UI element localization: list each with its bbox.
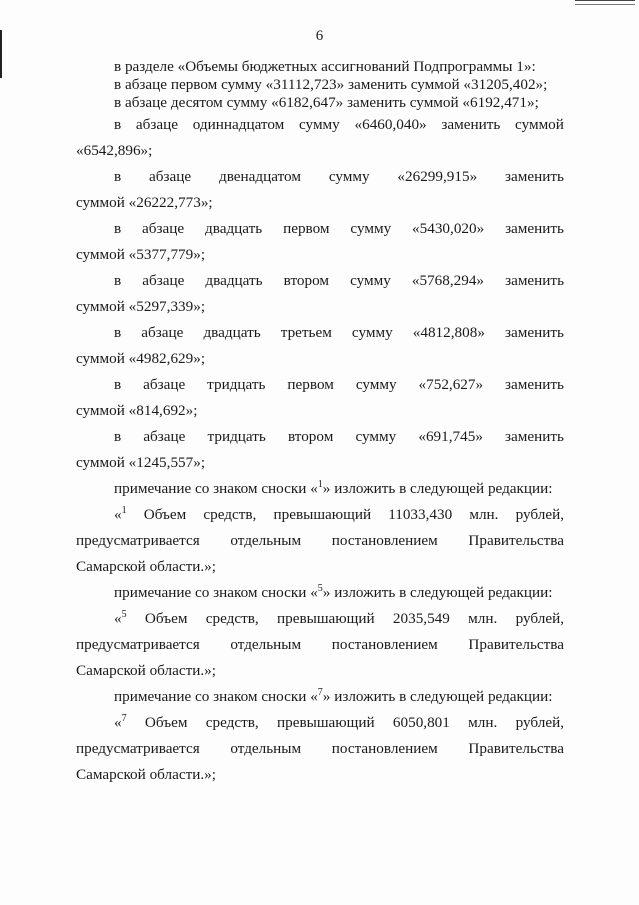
word: заменить — [505, 376, 564, 393]
word: третьем — [280, 324, 332, 341]
intro-text: » изложить в следующей редакции: — [322, 584, 553, 601]
word: абзаце — [141, 324, 184, 341]
amendment-continuation: суммой «1245,557»; — [76, 454, 206, 471]
word: Правительства — [468, 740, 564, 757]
word: средств, — [203, 506, 257, 523]
amendment-continuation: суммой «4982,629»; — [76, 350, 206, 367]
word: превышающий — [277, 610, 375, 627]
amendment-first-line — [76, 320, 564, 346]
amendment-first-line — [76, 164, 564, 190]
amendment-first-line — [76, 216, 564, 242]
word: постановлением — [331, 532, 438, 549]
word: абзаце — [149, 168, 192, 185]
word: абзаце — [142, 220, 185, 237]
word: средств, — [205, 714, 259, 731]
word: 6050,801 — [392, 714, 450, 731]
word: в — [114, 116, 122, 133]
amendment-continuation: суммой «26222,773»; — [76, 194, 213, 211]
word: рублей, — [515, 506, 564, 523]
word: заменить — [505, 168, 564, 185]
word: «752,627» — [418, 376, 484, 393]
word: двадцать — [205, 272, 263, 289]
word: двенадцатом — [218, 168, 301, 185]
footnote-mark: 7 — [317, 687, 323, 698]
amendment-list — [76, 112, 564, 476]
footnote-text-line: Самарской области.»; — [76, 558, 216, 575]
word: в — [114, 272, 122, 289]
intro-text: примечание со знаком сноски « — [114, 688, 318, 705]
word: « — [114, 714, 122, 731]
word: сумму — [299, 116, 340, 133]
footnote-note — [76, 476, 564, 580]
word: предусматривается — [76, 740, 200, 757]
word: сумму — [355, 376, 397, 393]
document-body — [76, 58, 564, 788]
word: «5430,020» — [412, 220, 485, 237]
word: рублей, — [515, 610, 564, 627]
word: отдельным — [230, 532, 302, 549]
word: сумму — [355, 428, 397, 445]
scan-corner-mark — [575, 0, 635, 5]
word: Объем — [144, 714, 188, 731]
word: Объем — [143, 506, 187, 523]
intro-text: » изложить в следующей редакции: — [322, 688, 553, 705]
quote-with-mark — [114, 502, 127, 528]
word: Правительства — [468, 532, 564, 549]
word: одиннадцатом — [192, 116, 285, 133]
footnote-text-line — [76, 528, 564, 554]
word: 11033,430 — [388, 506, 453, 523]
word: отдельным — [230, 740, 302, 757]
word: первом — [283, 220, 330, 237]
word: превышающий — [277, 714, 375, 731]
amendment-first-line — [76, 268, 564, 294]
intro-text: примечание со знаком сноски « — [114, 480, 318, 497]
amendment-item — [76, 164, 564, 216]
word: в — [114, 428, 122, 445]
text-line: в абзаце первом сумму «31112,723» заменить суммой «31205,402»; — [114, 76, 548, 93]
footnote-mark: 1 — [317, 479, 323, 490]
amendment-item — [76, 112, 564, 164]
word: Объем — [144, 610, 188, 627]
word: тридцать — [207, 376, 266, 393]
word: абзаце — [142, 272, 185, 289]
word: млн. — [469, 506, 499, 523]
word: абзаце — [143, 428, 186, 445]
amendment-item — [76, 216, 564, 268]
word: абзаце — [135, 116, 178, 133]
word: двадцать — [205, 220, 263, 237]
word: превышающий — [273, 506, 372, 523]
amendment-first-line — [76, 424, 564, 450]
footnote-text-line — [76, 502, 564, 528]
word: в — [114, 168, 122, 185]
footnote-mark: 7 — [121, 713, 127, 724]
word: сумму — [350, 220, 392, 237]
amendment-continuation: «6542,896»; — [76, 142, 153, 159]
amendment-item — [76, 268, 564, 320]
word: «5768,294» — [411, 272, 485, 289]
word: предусматривается — [76, 532, 200, 549]
word: абзаце — [143, 376, 186, 393]
text-line: в разделе «Объемы бюджетных ассигнований Подпрограммы 1»: — [114, 58, 536, 75]
footnote-intro — [76, 476, 564, 502]
page-number: 6 — [315, 28, 324, 44]
word: двадцать — [203, 324, 261, 341]
footnote-mark: 5 — [317, 583, 323, 594]
intro-text: примечание со знаком сноски « — [114, 584, 318, 601]
footnote-text-line — [76, 710, 564, 736]
word: сумму — [328, 168, 370, 185]
amendment-continuation: суммой «814,692»; — [76, 402, 198, 419]
word: в — [114, 220, 122, 237]
word: Правительства — [468, 636, 564, 653]
word: отдельным — [230, 636, 302, 653]
word: сумму — [351, 324, 393, 341]
amendment-item — [76, 424, 564, 476]
footnote-amendments — [76, 476, 564, 788]
word: средств, — [205, 610, 259, 627]
footnote-text-line — [76, 632, 564, 658]
text-line: в абзаце десятом сумму «6182,647» заменить суммой «6192,471»; — [114, 94, 539, 111]
footnote-text-line — [76, 606, 564, 632]
word: «26299,915» — [397, 168, 478, 185]
footnote-intro — [76, 684, 564, 710]
word: «4812,808» — [412, 324, 485, 341]
word: заменить — [505, 220, 564, 237]
quote-with-mark — [114, 710, 127, 736]
amendment-first-line — [76, 372, 564, 398]
amendment-continuation: суммой «5377,779»; — [76, 246, 206, 263]
word: втором — [287, 428, 334, 445]
word: в — [114, 324, 122, 341]
footnote-mark: 5 — [121, 609, 127, 620]
footnote-text-line: Самарской области.»; — [76, 662, 216, 679]
word: сумму — [350, 272, 391, 289]
footnote-text-line: Самарской области.»; — [76, 766, 216, 783]
amendment-continuation: суммой «5297,339»; — [76, 298, 206, 315]
word: втором — [283, 272, 329, 289]
word: тридцать — [207, 428, 266, 445]
word: суммой — [515, 116, 564, 133]
footnote-intro — [76, 580, 564, 606]
word: первом — [287, 376, 334, 393]
word: предусматривается — [76, 636, 200, 653]
amendment-item — [76, 320, 564, 372]
word: заменить — [505, 428, 564, 445]
word: 2035,549 — [392, 610, 450, 627]
footnote-mark: 1 — [121, 505, 127, 516]
word: постановлением — [331, 636, 438, 653]
footnote-text-line — [76, 736, 564, 762]
footnote-note — [76, 580, 564, 684]
word: млн. — [468, 714, 498, 731]
word: в — [114, 376, 122, 393]
word: «691,745» — [418, 428, 483, 445]
word: заменить — [505, 272, 564, 289]
amendment-item — [76, 372, 564, 424]
word: « — [114, 506, 122, 523]
word: постановлением — [331, 740, 438, 757]
intro-text: » изложить в следующей редакции: — [322, 480, 553, 497]
word: заменить — [505, 324, 564, 341]
word: рублей, — [515, 714, 564, 731]
word: « — [114, 610, 122, 627]
word: заменить — [441, 116, 501, 133]
word: «6460,040» — [354, 116, 427, 133]
footnote-note — [76, 684, 564, 788]
word: млн. — [468, 610, 498, 627]
quote-with-mark — [114, 606, 127, 632]
amendment-first-line — [76, 112, 564, 138]
